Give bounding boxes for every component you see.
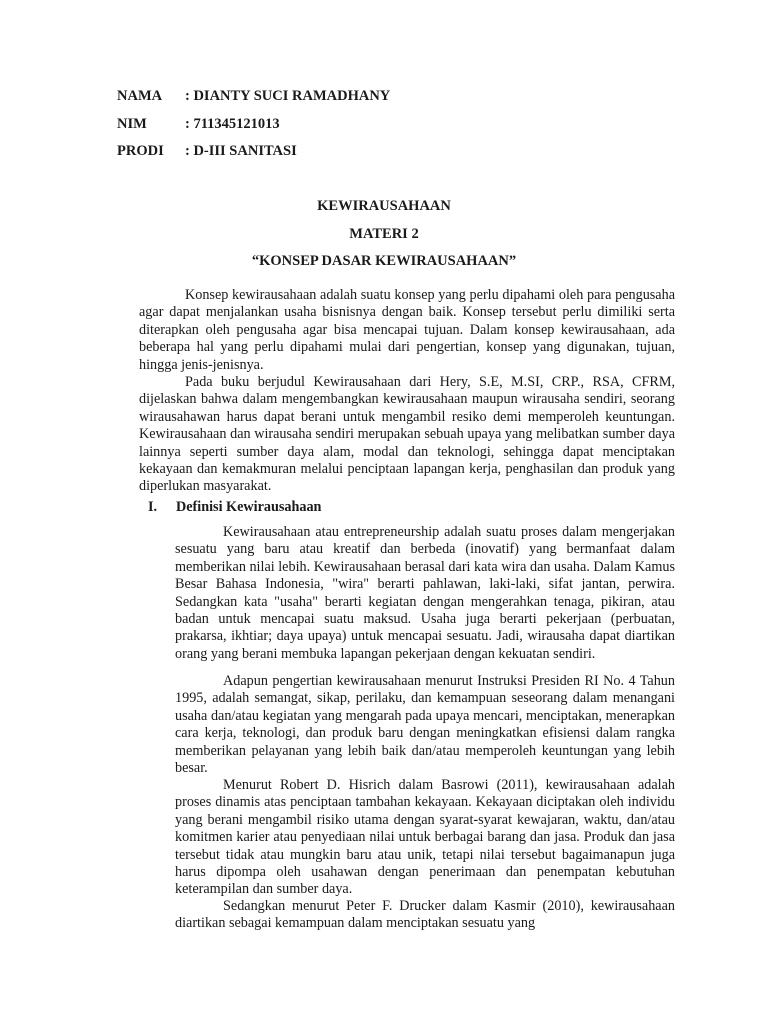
- nama-value: : DIANTY SUCI RAMADHANY: [185, 88, 391, 104]
- nim-label: NIM: [117, 116, 147, 132]
- prodi-label: PRODI: [117, 143, 164, 159]
- header-nim-row: [117, 116, 280, 133]
- header-nama-row: [117, 88, 390, 105]
- section-paragraph-3: Menurut Robert D. Hisrich dalam Basrowi (2011), kewirausahaan adalah proses dinamis atas penciptaan tambahan kekayaan. Kekayaan diciptakan oleh individu yang berani mengambil risiko utama dengan syarat-syarat kewajaran, waktu, dan/atau komitmen karier atau penyediaan nilai untuk berbagai barang dan jasa. Produk dan jasa tersebut tidak atau mungkin baru atau unik, tetapi nilai tersebut bagaimanapun juga harus dipompa oleh usahawan dengan penerimaan dan penempatan kebutuhan keterampilan dan sumber daya.: [175, 777, 675, 898]
- prodi-value: : D-III SANITASI: [185, 143, 297, 159]
- header-prodi-row: [117, 143, 297, 160]
- materi-title: MATERI 2: [349, 226, 419, 242]
- section-paragraph-2: Adapun pengertian kewirausahaan menurut Instruksi Presiden RI No. 4 Tahun 1995, adalah semangat, sikap, perilaku, dan kemampuan seseorang dalam menangani usaha dan/atau kegiatan yang mengarah pada upaya mencari, menciptakan, menerapkan cara kerja, teknologi, dan produk baru dengan meningkatkan efisiensi dalam rangka memberikan pelayanan yang lebih baik dan/atau memperoleh keuntungan yang lebih besar.: [175, 673, 675, 777]
- section-paragraph-1: Kewirausahaan atau entrepreneurship adalah suatu proses dalam mengerjakan sesuatu yang baru atau kreatif dan berbeda (inovatif) yang bermanfaat dalam memberikan nilai lebih. Kewirausahaan berasal dari kata wira dan usaha. Dalam Kamus Besar Bahasa Indonesia, "wira" berarti pahlawan, laki-laki, sifat jantan, perwira. Sedangkan kata "usaha" berarti kegiatan dengan mengerahkan tenaga, pikiran, atau badan untuk mencapai suatu maksud. Usaha juga berarti pekerjaan (perbuatan, prakarsa, ikhtiar; daya upaya) untuk mencapai sesuatu. Jadi, wirausaha dapat diartikan orang yang berani membuka lapangan pekerjaan dengan kekuatan sendiri.: [175, 524, 675, 662]
- section-paragraph-4: Sedangkan menurut Peter F. Drucker dalam Kasmir (2010), kewirausahaan diartikan sebagai kemampuan dalam menciptakan sesuatu yang: [175, 898, 675, 932]
- intro-paragraph-1: Konsep kewirausahaan adalah suatu konsep yang perlu dipahami oleh para pengusaha agar dapat menjalankan usaha bisnisnya dengan baik. Konsep tersebut perlu dimiliki serta diterapkan oleh pengusaha agar bisa mencapai tujuan. Dalam konsep kewirausahaan, ada beberapa hal yang perlu dipahami mulai dari pengertian, konsep yang digunakan, tujuan, hingga jenis-jenisnya.: [139, 287, 675, 373]
- course-title: KEWIRAUSAHAAN: [317, 198, 451, 214]
- intro-paragraph-2: Pada buku berjudul Kewirausahaan dari Hery, S.E, M.SI, CRP., RSA, CFRM, dijelaskan bahwa dalam mengembangkan kewirausahaan maupun wirausaha sendiri, seorang wirausahawan harus dapat berani untuk mengambil resiko demi memperoleh keuntungan. Kewirausahaan dan wirausaha sendiri merupakan sebuah upaya yang melibatkan sumber daya lainnya seperti sumber daya alam, modal dan teknologi, sehingga dapat menciptakan kekayaan dan kemakmuran melalui penciptaan lapangan kerja, penghasilan dan produk yang diperlukan masyarakat.: [139, 374, 675, 495]
- topic-title: “KONSEP DASAR KEWIRAUSAHAAN”: [251, 253, 517, 269]
- section-number: I.: [148, 499, 158, 515]
- nim-value: : 711345121013: [185, 116, 280, 132]
- section-title: Definisi Kewirausahaan: [176, 499, 322, 515]
- nama-label: NAMA: [117, 88, 163, 104]
- section-heading: [148, 499, 321, 516]
